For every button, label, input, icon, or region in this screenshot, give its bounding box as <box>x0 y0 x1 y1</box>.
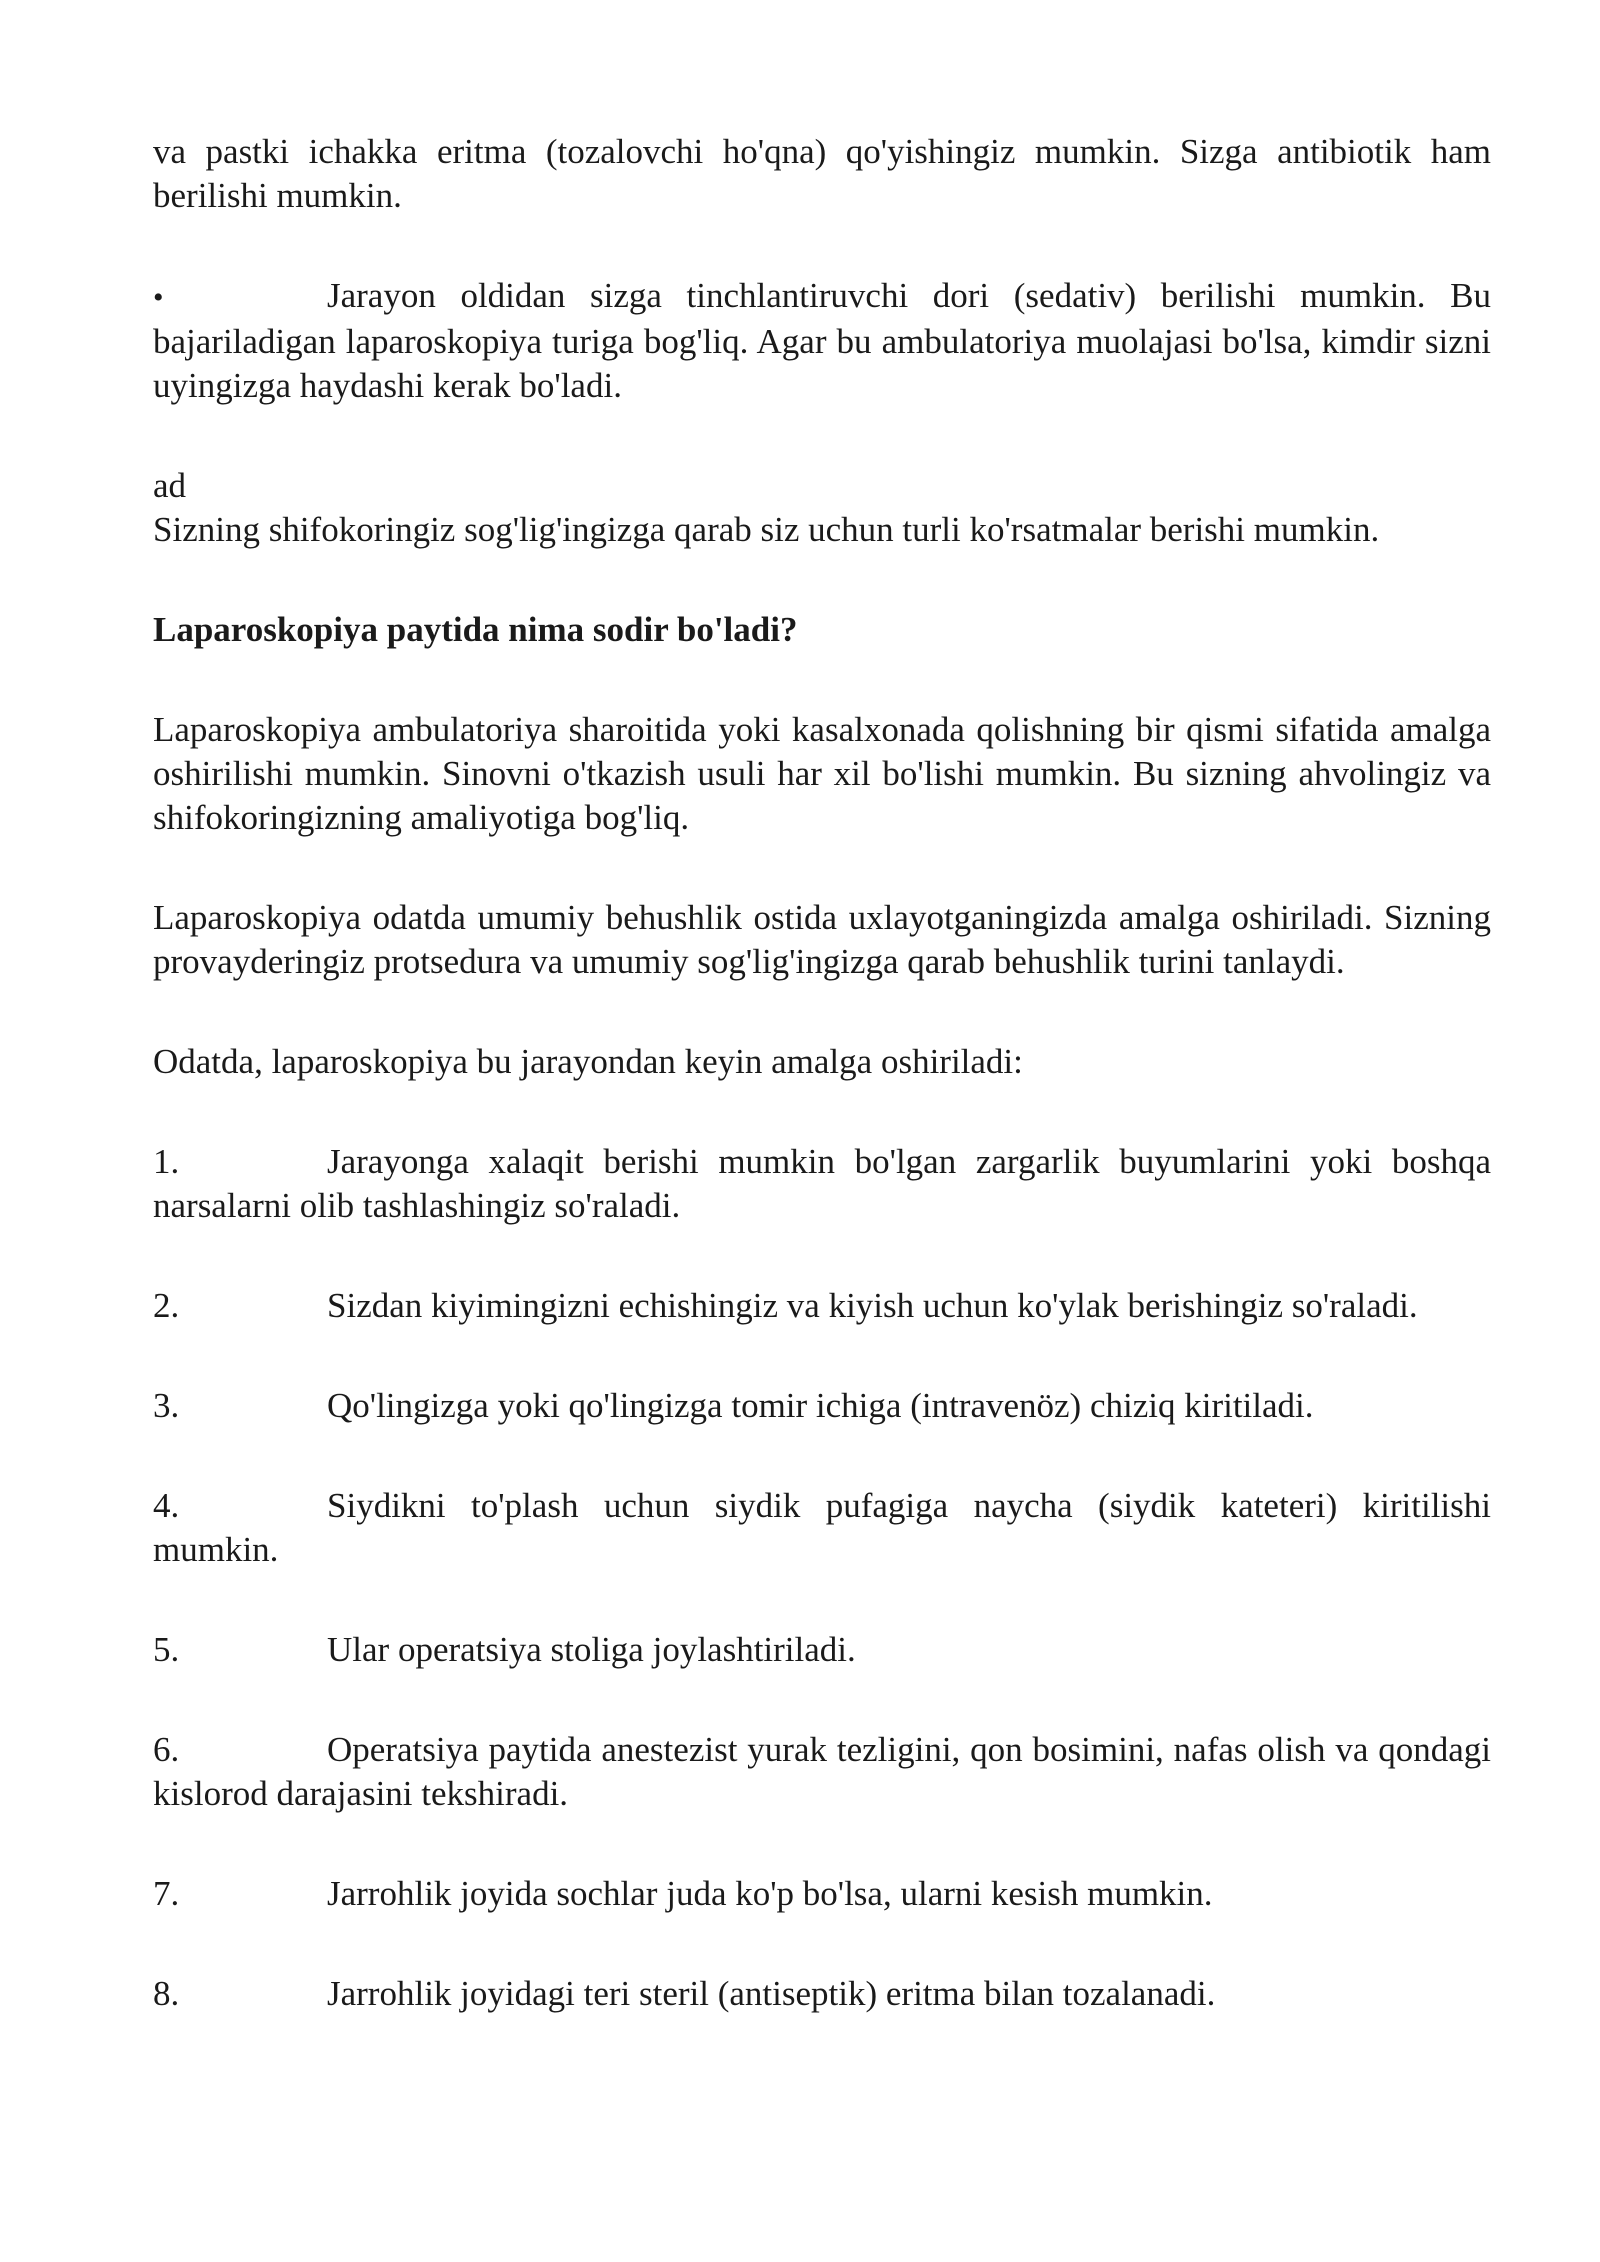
step-item <box>153 1384 1491 1428</box>
step-item <box>153 1284 1491 1328</box>
step-text: Jarrohlik joyidagi teri steril (antiseptik) eritma bilan tozalanadi. <box>327 1974 1216 2013</box>
step-item <box>153 1728 1491 1816</box>
step-item <box>153 1872 1491 1916</box>
step-text: Jarrohlik joyida sochlar juda ko'p bo'lsa, ularni kesish mumkin. <box>327 1874 1213 1913</box>
intro-paragraph: va pastki ichakka eritma (tozalovchi ho'qna) qo'yishingiz mumkin. Sizga antibiotik ham berilishi mumkin. <box>153 132 1491 215</box>
bullet-marker: • <box>153 281 164 314</box>
step-text: Qo'lingizga yoki qo'lingizga tomir ichiga (intravenöz) chiziq kiritiladi. <box>327 1386 1314 1425</box>
step-text: Operatsiya paytida anestezist yurak tezligini, qon bosimini, nafas olish va qondagi kislorod darajasini tekshiradi. <box>153 1730 1491 1813</box>
step-number: 3. <box>153 1386 180 1425</box>
step-text: Jarayonga xalaqit berishi mumkin bo'lgan zargarlik buyumlarini yoki boshqa narsalarni olib tashlashingiz so'raladi. <box>153 1142 1491 1225</box>
step-item <box>153 1484 1491 1572</box>
section-paragraph-1: Laparoskopiya ambulatoriya sharoitida yoki kasalxonada qolishning bir qismi sifatida amalga oshirilishi mumkin. Sinovni o'tkazish usuli har xil bo'lishi mumkin. Bu sizning ahvolingiz va shifokoringizning amaliyotiga bog'liq. <box>153 710 1491 837</box>
section-paragraph-2: Laparoskopiya odatda umumiy behushlik ostida uxlayotganingizda amalga oshiriladi. Sizning provayderingiz protsedura va umumiy sog'lig'ingizga qarab behushlik turini tanlaydi. <box>153 898 1491 981</box>
document-page <box>153 130 1491 2072</box>
section-heading: Laparoskopiya paytida nima sodir bo'ladi? <box>153 610 798 649</box>
step-item <box>153 1140 1491 1228</box>
step-number: 7. <box>153 1874 180 1913</box>
step-number: 4. <box>153 1486 180 1525</box>
step-text: Ular operatsiya stoliga joylashtiriladi. <box>327 1630 856 1669</box>
step-number: 8. <box>153 1974 180 2013</box>
step-number: 6. <box>153 1730 180 1769</box>
bullet-text: Jarayon oldidan sizga tinchlantiruvchi dori (sedativ) berilishi mumkin. Bu bajariladigan laparoskopiya turiga bog'liq. Agar bu ambulatoriya muolajasi bo'lsa, kimdir sizni uyingizga haydashi kerak bo'ladi. <box>153 276 1491 405</box>
step-text: Siydikni to'plash uchun siydik pufagiga naycha (siydik kateteri) kiritilishi mumkin. <box>153 1486 1491 1569</box>
step-text: Sizdan kiyimingizni echishingiz va kiyish uchun ko'ylak berishingiz so'raladi. <box>327 1286 1418 1325</box>
step-item <box>153 1628 1491 1672</box>
step-number: 5. <box>153 1630 180 1669</box>
note-paragraph: Sizning shifokoringiz sog'lig'ingizga qarab siz uchun turli ko'rsatmalar berishi mumkin. <box>153 510 1380 549</box>
step-number: 2. <box>153 1286 180 1325</box>
section-paragraph-3: Odatda, laparoskopiya bu jarayondan keyin amalga oshiriladi: <box>153 1042 1023 1081</box>
bullet-paragraph <box>153 274 1491 408</box>
step-item <box>153 1972 1491 2016</box>
step-number: 1. <box>153 1142 180 1181</box>
stray-text: ad <box>153 466 187 505</box>
